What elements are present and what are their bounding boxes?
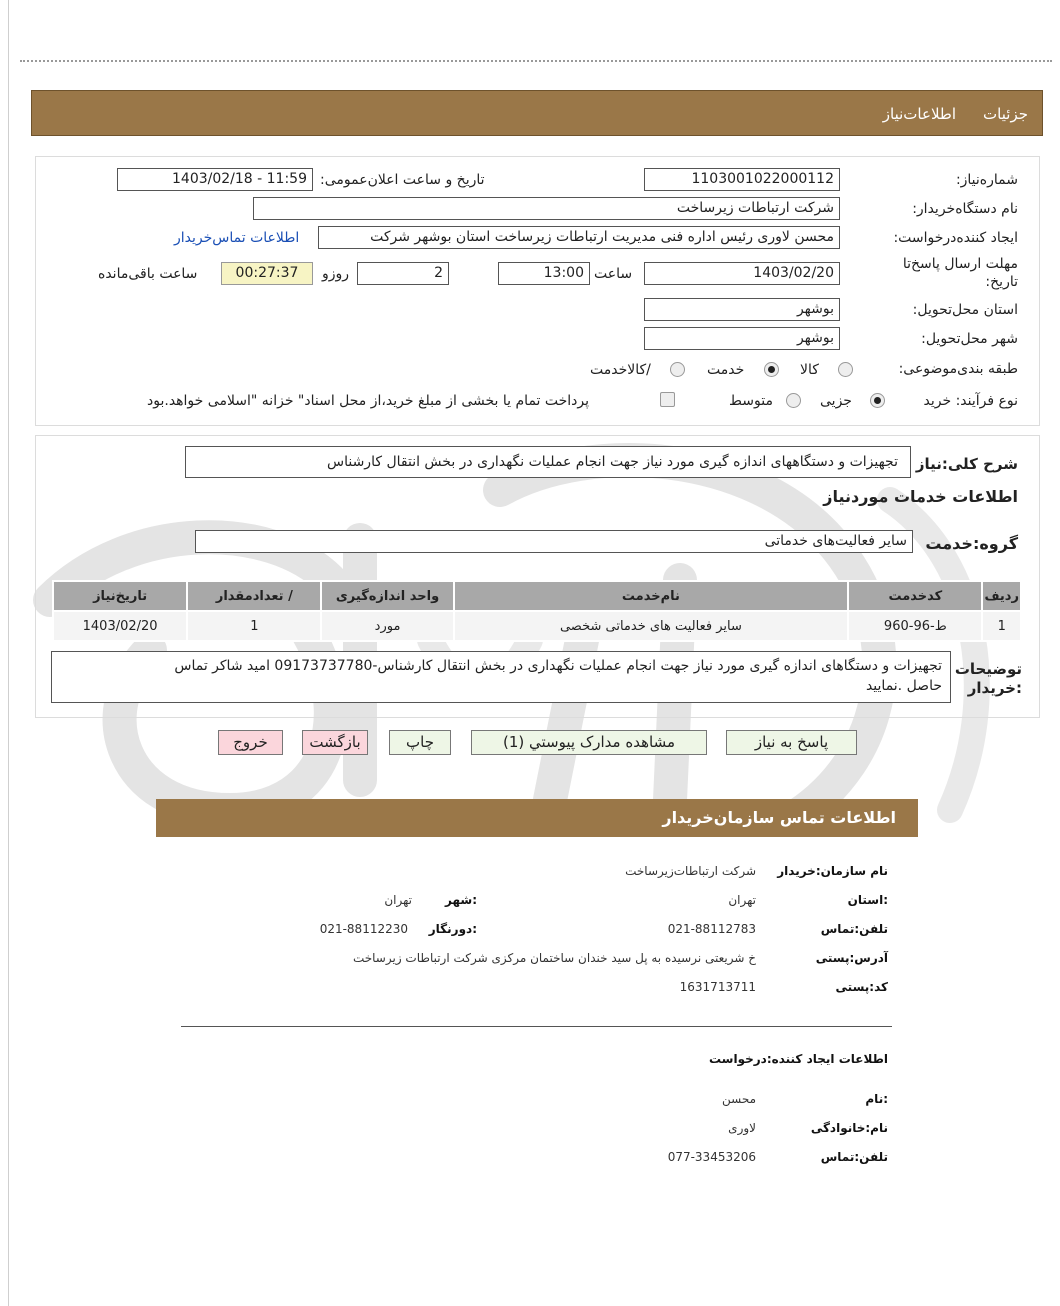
buyer-notes-field — [51, 651, 951, 703]
category-goods-label: کالا — [800, 362, 819, 378]
reply-button[interactable]: پاسخ به نیاز — [726, 730, 857, 755]
tab-details[interactable]: جزئیات — [983, 105, 1028, 123]
cell-need-date: 1403/02/20 — [53, 611, 187, 641]
contact-section-header: اطلاعات تماس سازمان‌خریدار — [156, 799, 918, 837]
buyer-notes-line-1: تجهیزات و دستگاهای اندازه گیری مورد نیاز جهت انجام عملیات نگهداری در بخش انتقال کارشناس-09173737780 امید شاکر تماس — [174, 658, 942, 674]
buyer-org-label: نام دستگاه‌خریدار: — [912, 201, 1018, 217]
col-quantity: / تعدادمقدار — [187, 581, 321, 611]
tab-need-info[interactable]: اطلاعات‌نیاز — [882, 105, 956, 123]
contact-phone-value: 021-88112783 — [667, 922, 756, 936]
contact-org-value: شرکت ارتباطات‌زیرساخت — [625, 864, 756, 878]
dotted-divider — [20, 60, 1052, 62]
creator-name-label: :نام — [865, 1092, 888, 1106]
contact-address-label: آدرس:پستی — [815, 951, 888, 965]
category-service-radio[interactable] — [764, 362, 779, 377]
category-service-label: خدمت — [707, 362, 745, 378]
cell-service-name: سایر فعالیت های خدماتی شخصی — [454, 611, 849, 641]
deadline-time-field: 13:00 — [498, 262, 590, 285]
contact-phone-label: تلفن:تماس — [820, 922, 888, 936]
city-label: شهر محل‌تحویل: — [921, 331, 1018, 347]
col-service-name: نام‌خدمت — [454, 581, 849, 611]
buyer-org-field: شرکت ارتباطات زیرساخت — [253, 197, 840, 220]
need-number-field: 1103001022000112 — [644, 168, 840, 191]
col-row: ردیف — [982, 581, 1021, 611]
process-medium-label: متوسط — [729, 393, 773, 409]
contact-divider — [181, 1026, 892, 1027]
services-heading: اطلاعات خدمات موردنیاز — [823, 487, 1018, 506]
creator-family-label: نام:خانوادگی — [810, 1121, 888, 1135]
process-label: نوع فرآیند: خرید — [923, 393, 1018, 409]
treasury-payment-checkbox[interactable] — [660, 392, 675, 407]
category-goods-radio[interactable] — [838, 362, 853, 377]
cell-service-code: ط-96-960 — [848, 611, 982, 641]
category-label: طبقه بندی‌موضوعی: — [898, 361, 1018, 377]
remaining-timer: 00:27:37 — [221, 262, 313, 285]
process-minor-label: جزیی — [820, 393, 852, 409]
contact-fax-label: :دورنگار — [428, 922, 477, 936]
time-label: ساعت — [594, 266, 633, 282]
contact-postal-label: کد:پستی — [835, 980, 888, 994]
process-minor-radio[interactable] — [870, 393, 885, 408]
services-table — [52, 580, 1022, 642]
announce-label: تاریخ و ساعت اعلان‌عمومی: — [320, 172, 485, 188]
buyer-contact-link[interactable]: اطلاعات تماس‌خریدار — [174, 230, 300, 246]
exit-button[interactable]: خروج — [218, 730, 283, 755]
table-row — [53, 611, 1021, 641]
buyer-notes-label-2: :خریدار — [967, 679, 1022, 697]
buyer-notes-label: توضیحات — [954, 660, 1022, 678]
summary-label: شرح کلی:نیاز — [915, 455, 1018, 473]
deadline-date-field: 1403/02/20 — [644, 262, 840, 285]
print-button[interactable]: چاپ — [389, 730, 451, 755]
remaining-label: ساعت باقی‌مانده — [98, 266, 198, 282]
service-group-field: سایر فعالیت‌های خدماتی — [195, 530, 913, 553]
back-button[interactable]: بازگشت — [302, 730, 368, 755]
service-group-label: گروه:خدمت — [925, 534, 1018, 553]
table-header-row — [53, 581, 1021, 611]
days-field: 2 — [357, 262, 449, 285]
days-label: روزو — [322, 266, 350, 282]
contact-address-value: خ شریعتی نرسیده به پل سید خندان ساختمان مرکزی شرکت ارتباطات زیرساخت — [352, 951, 756, 965]
need-number-label: شماره‌نیاز: — [955, 172, 1018, 188]
cell-unit: مورد — [321, 611, 453, 641]
category-goods-service-radio[interactable] — [670, 362, 685, 377]
creator-family-value: لاوری — [728, 1121, 756, 1135]
cell-row: 1 — [982, 611, 1021, 641]
contact-fax-value: 021-88112230 — [319, 922, 408, 936]
col-need-date: تاریخ‌نیاز — [53, 581, 187, 611]
creator-name-value: محسن — [721, 1092, 756, 1106]
creator-info-heading: اطلاعات ایجاد کننده:درخواست — [708, 1052, 888, 1066]
creator-phone-label: تلفن:تماس — [820, 1150, 888, 1164]
col-unit: واحد اندازه‌گیری — [321, 581, 453, 611]
province-label: استان محل‌تحویل: — [912, 302, 1018, 318]
contact-city-value: تهران — [384, 893, 412, 907]
deadline-label-2: تاریخ: — [985, 274, 1018, 290]
category-goods-service-label: /کالاخدمت — [590, 362, 651, 378]
header-bar — [31, 90, 1043, 136]
page-left-border — [8, 0, 9, 1306]
cell-quantity: 1 — [187, 611, 321, 641]
contact-postal-value: 1631713711 — [679, 980, 756, 994]
treasury-payment-note: پرداخت تمام یا بخشی از مبلغ خرید،از محل اسناد" خزانه "اسلامی خواهد.بود — [147, 393, 590, 409]
announce-date-field: 1403/02/18 - 11:59 — [117, 168, 313, 191]
buyer-notes-line-2: حاصل .نمایید — [865, 678, 942, 694]
summary-field: تجهیزات و دستگاههای اندازه گیری مورد نیاز جهت انجام عملیات نگهداری در بخش انتقال کارشناس — [185, 446, 911, 478]
contact-province-value: تهران — [728, 893, 756, 907]
contact-org-label: نام سازمان:خریدار — [777, 864, 888, 878]
deadline-label: مهلت ارسال پاسخ‌تا — [902, 256, 1018, 272]
view-attachments-button[interactable]: مشاهده مدارک پیوستي (1) — [471, 730, 707, 755]
province-field: بوشهر — [644, 298, 840, 321]
process-medium-radio[interactable] — [786, 393, 801, 408]
contact-province-label: :استان — [847, 893, 888, 907]
col-service-code: کدخدمت — [848, 581, 982, 611]
creator-field: محسن لاوری رئیس اداره فنی مدیریت ارتباطات زیرساخت استان بوشهر شرکت — [318, 226, 840, 249]
contact-city-label: :شهر — [445, 893, 477, 907]
creator-phone-value: 077-33453206 — [667, 1150, 756, 1164]
city-field: بوشهر — [644, 327, 840, 350]
creator-label: ایجاد کننده‌درخواست: — [893, 230, 1018, 246]
